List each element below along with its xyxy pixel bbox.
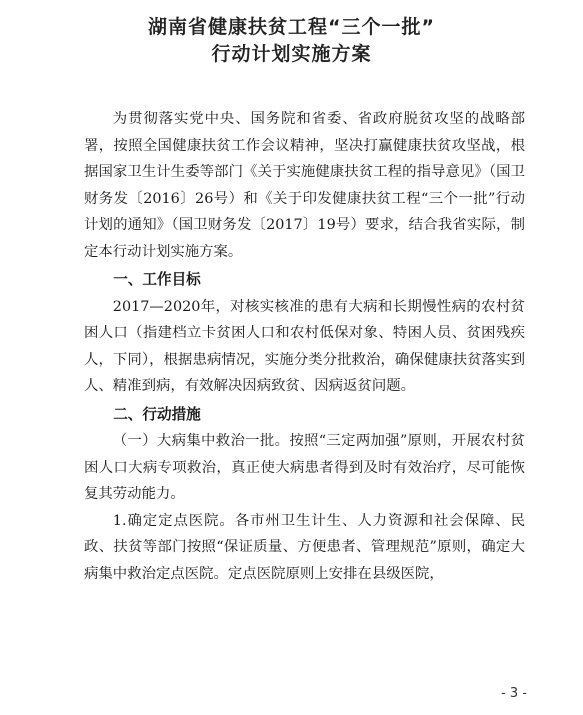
measure-1-paragraph: （一）大病集中救治一批。按照“三定两加强”原则，开展农村贫困人口大病专项救治，真正使大病患者得到及时有效治疗，尽可能恢复其劳动能力。 — [84, 433, 525, 502]
document-body — [84, 106, 525, 587]
document-title-line2: 行动计划实施方案 — [211, 43, 372, 65]
section-heading-measures: 二、行动措施 — [113, 405, 201, 423]
page-number: - 3 - — [501, 686, 527, 701]
document-title-line1: 湖南省健康扶贫工程“三个一批” — [148, 16, 435, 38]
intro-paragraph: 为贯彻落实党中央、国务院和省委、省政府脱贫攻坚的战略部署，按照全国健康扶贫工作会议精神，坚决打赢健康扶贫攻坚战，根据国家卫生计生委等部门《关于实施健康扶贫工程的指导意见》（国卫财务发〔2016〕26号）和《关于印发健康扶贫工程“三个一批”行动计划的通知》（国卫财务发〔2017〕19号）要求，结合我省实际，制定本行动计划实施方案。 — [84, 111, 525, 260]
section-heading-goals: 一、工作目标 — [113, 271, 201, 288]
goals-paragraph: 2017—2020年，对核实核准的患有大病和长期慢性病的农村贫困人口（指建档立卡贫困人口和农村低保对象、特困人员、贫困残疾人，下同），根据患病情况，实施分类分批救治，确保健康扶贫落实到人、精准到病，有效解决因病致贫、因病返贫问题。 — [84, 298, 525, 394]
measure-1-1-paragraph: 1.确定定点医院。各市州卫生计生、人力资源和社会保障、民政、扶贫等部门按照“保证质量、方便患者、管理规范”原则，确定大病集中救治定点医院。定点医院原则上安排在县级医院， — [84, 512, 525, 582]
